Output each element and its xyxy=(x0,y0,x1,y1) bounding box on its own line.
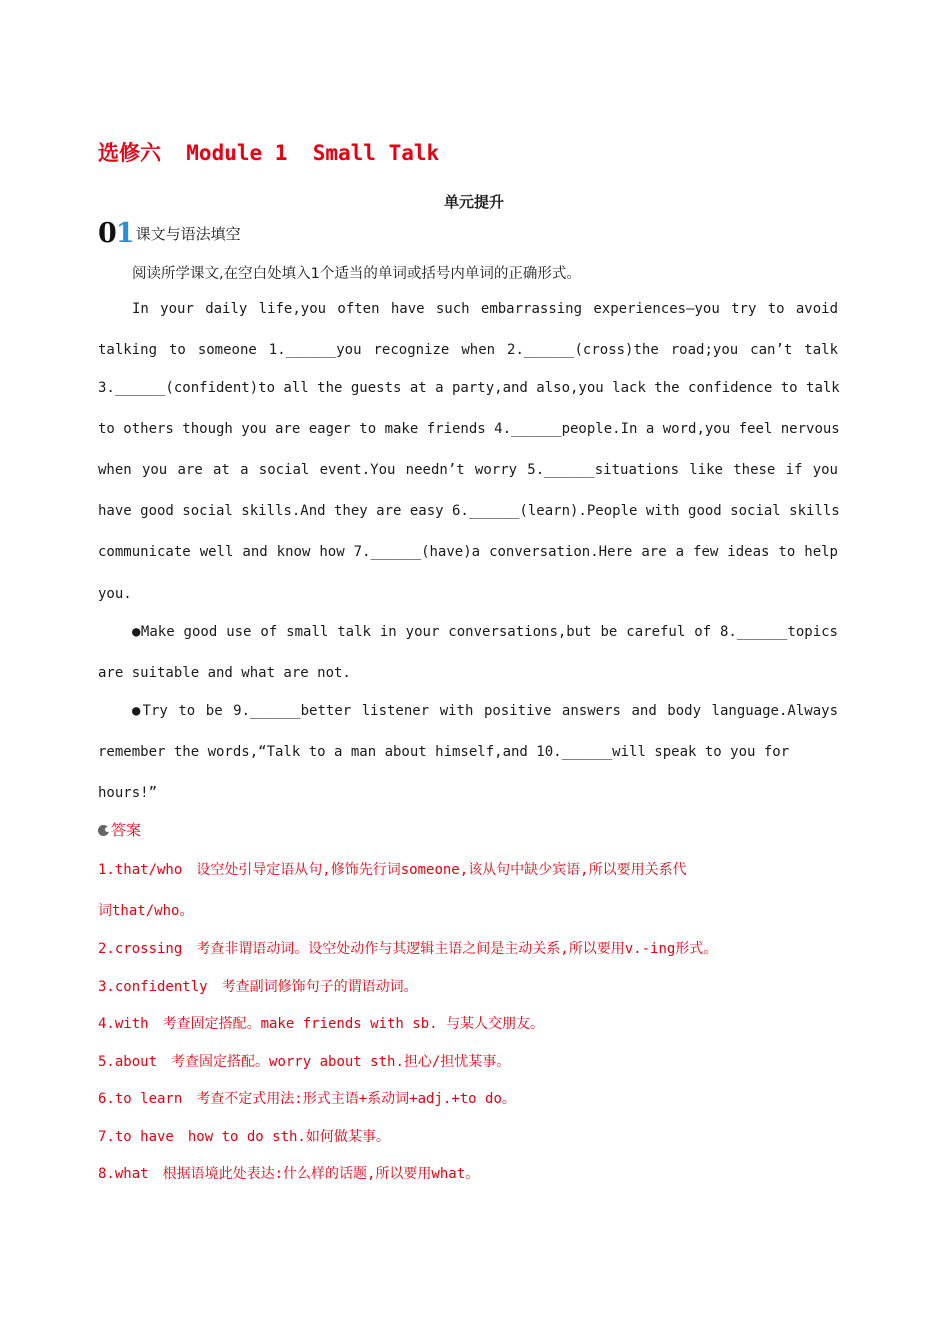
section-label: 课文与语法填空 xyxy=(135,225,241,243)
answer-item: 5.about 考查固定搭配。worry about sth.担心/担忧某事。 xyxy=(98,1054,511,1070)
answer-item: 2.crossing 考查非谓语动词。设空处动作与其逻辑主语之间是主动关系,所以要用v.-ing形式。 xyxy=(98,941,718,957)
answer-item: 3.confidently 考查副词修饰句子的谓语动词。 xyxy=(98,979,418,995)
answer-bullet-icon xyxy=(98,825,109,836)
passage-line: In your daily life,you often have such embarrassing experiences—you try to avoid xyxy=(132,301,838,317)
page-title: 选修六 Module 1 Small Talk xyxy=(98,141,440,165)
instruction-text: 阅读所学课文,在空白处填入1个适当的单词或括号内单词的正确形式。 xyxy=(132,266,581,282)
passage-line: 3.______(confident)to all the guests at a party,and also,you lack the confidence to talk xyxy=(98,380,840,396)
passage-line: hours!” xyxy=(98,785,158,801)
answer-item: 8.what 根据语境此处表达:什么样的话题,所以要用what。 xyxy=(98,1166,480,1182)
answer-item: 7.to have how to do sth.如何做某事。 xyxy=(98,1129,390,1145)
passage-line: have good social skills.And they are easy 6.______(learn).People with good social skills xyxy=(98,503,840,519)
passage-line: remember the words,“Talk to a man about himself,and 10.______will speak to you for xyxy=(98,744,790,760)
passage-line: you. xyxy=(98,586,132,602)
answer-item: 1.that/who 设空处引导定语从句,修饰先行词someone,该从句中缺少宾语,所以要用关系代 xyxy=(98,862,687,878)
passage-line: ●Try to be 9.______better listener with positive answers and body language.Always xyxy=(132,703,838,719)
section-number: 01 xyxy=(98,218,134,249)
section-subtitle: 单元提升 xyxy=(443,193,504,211)
answer-item: 6.to learn 考查不定式用法:形式主语+系动词+adj.+to do。 xyxy=(98,1091,516,1107)
answer-item: 4.with 考查固定搭配。make friends with sb. 与某人交朋友。 xyxy=(98,1016,545,1032)
passage-line: to others though you are eager to make friends 4.______people.In a word,you feel nervous xyxy=(98,421,840,437)
passage-line: are suitable and what are not. xyxy=(98,665,351,681)
section-heading xyxy=(98,218,241,249)
passage-line: when you are at a social event.You needn’t worry 5.______situations like these if you xyxy=(98,462,838,478)
answer-item: 词that/who。 xyxy=(98,903,194,919)
passage-line: ●Make good use of small talk in your conversations,but be careful of 8.______topics xyxy=(132,624,838,640)
passage-line: talking to someone 1.______you recognize when 2.______(cross)the road;you can’t talk xyxy=(98,342,838,358)
passage-line: communicate well and know how 7.______(have)a conversation.Here are a few ideas to help xyxy=(98,544,838,560)
answer-heading: 答案 xyxy=(98,819,141,840)
